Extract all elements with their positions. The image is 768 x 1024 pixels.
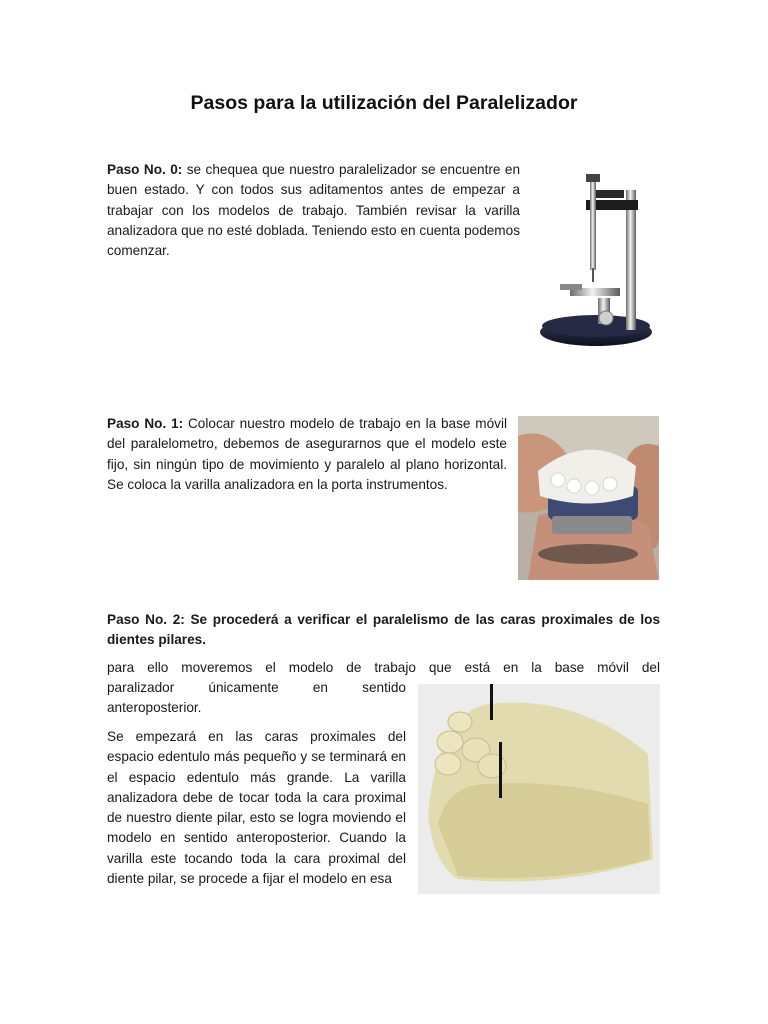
step-1-paragraph — [107, 414, 507, 495]
surveyor-image — [530, 160, 662, 352]
step-1-text: Colocar nuestro modelo de trabajo en la base móvil del paralelometro, debemos de asegurarnos que el modelo este fijo, sin ningún tipo de movimiento y paralelo al plano horizontal. Se coloca la varilla analizadora en la porta instrumentos. — [107, 416, 508, 492]
model-on-base-photo — [518, 416, 659, 580]
step-0-label: Paso No. 0: — [107, 162, 183, 177]
step-2-intro-rest: paralizador únicamente en sentido anteroposterior. — [107, 680, 406, 716]
step-2-heading: Paso No. 2: Se procederá a verificar el paralelismo de las caras proximales de los dientes pilares. — [107, 612, 660, 648]
step-1-label: Paso No. 1: — [107, 416, 184, 431]
dental-cast-photo — [418, 684, 660, 894]
step-0-text: se chequea que nuestro paralelizador se encuentre en buen estado. Y con todos sus aditamentos antes de empezar a trabajar con los modelos de trabajo. También revisar la varilla analizadora que no esté doblada. Teniendo esto en cuenta podemos comenzar. — [107, 162, 521, 259]
step-2-body: Se empezará en las caras proximales del espacio edentulo más pequeño y se terminará en el espacio edentulo más grande. La varilla analizadora debe de tocar toda la cara proximal de nuestro diente pilar, esto se logra moviendo el modelo en sentido anteroposterior. Cuando la varilla este tocando toda la cara proximal del diente pilar, se procede a fijar el modelo en esa — [107, 729, 406, 887]
step-0-paragraph — [107, 160, 520, 261]
page-title: Pasos para la utilización del Paralelizador — [190, 92, 578, 114]
step-2-intro-line: para ello moveremos el modelo de trabajo que está en la base móvil del — [107, 660, 660, 675]
